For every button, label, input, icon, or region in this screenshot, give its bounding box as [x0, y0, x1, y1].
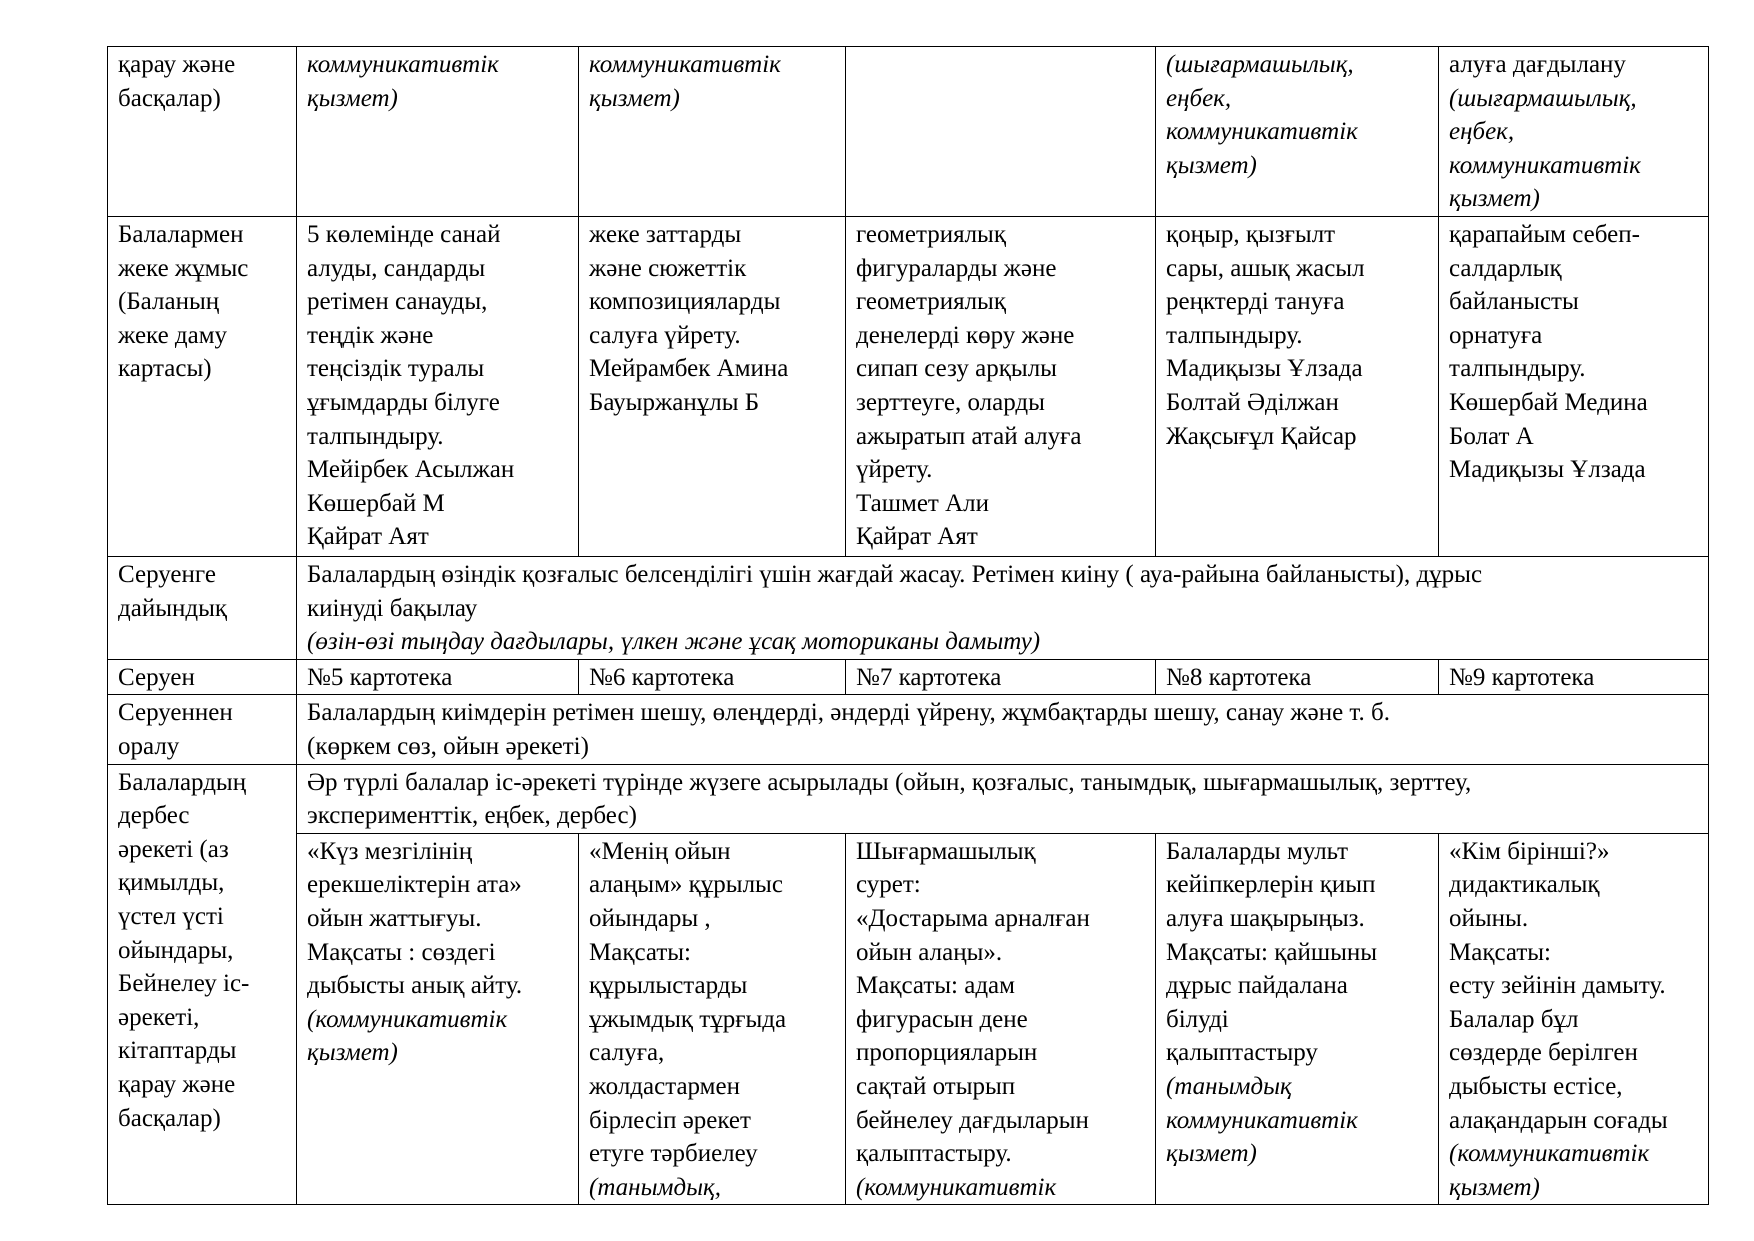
cell-text-line: Болат А: [1449, 422, 1534, 450]
cell-mon: [297, 47, 579, 217]
cell-text-line: бейнелеу дағдыларын: [856, 1106, 1089, 1134]
row-label-line: Балалардың: [118, 768, 247, 796]
cell-text-line: еңбек,: [1166, 84, 1232, 112]
cell-text-line: бірлесіп әрекет: [589, 1106, 751, 1134]
cell-text-line: дыбысты естісе,: [1449, 1072, 1623, 1100]
cell-text-line: (коммуникативтік: [307, 1005, 508, 1033]
cell-text-line: талпындыру.: [307, 422, 444, 450]
cell-text-line: етуге тәрбиелеу: [589, 1140, 758, 1168]
cell-text-line: (коммуникативтік: [1449, 1140, 1650, 1168]
row-label-line: үстел үсті: [118, 902, 224, 930]
merged-cell: [297, 695, 1709, 764]
cell-text-line: Мақсаты:: [1449, 938, 1551, 966]
cell-text-line: теңсіздік туралы: [307, 355, 485, 383]
merged-cell: [297, 557, 1709, 660]
cell-thu: [1156, 217, 1439, 557]
cell-text-line: алуға дағдылану: [1449, 51, 1626, 78]
row-label-cell: [108, 47, 297, 217]
cell-text-line: Мақсаты:: [589, 938, 691, 966]
cell-text-line: білуді: [1166, 1005, 1229, 1033]
cell-text-line: қызмет): [1449, 1173, 1540, 1201]
cell-mon: [297, 659, 579, 695]
merged-cell: [297, 764, 1709, 833]
cell-text-line: №7 картотека: [856, 663, 1002, 691]
cell-text-line: «Күз мезгілінің: [307, 837, 473, 865]
cell-text-line: киінуді бақылау: [307, 594, 478, 622]
cell-text-line: сипап сезу арқылы: [856, 355, 1057, 383]
row-label-line: картасы): [118, 355, 212, 383]
table-row: [108, 217, 1709, 557]
cell-tue: [579, 47, 846, 217]
cell-text-line: ұжымдық тұрғыда: [589, 1005, 787, 1033]
row-label-line: ойындары,: [118, 936, 234, 964]
cell-text-line: сары, ашық жасыл: [1166, 254, 1365, 282]
cell-text-line: реңктерді тануға: [1166, 288, 1345, 316]
row-label-line: жеке даму: [118, 321, 228, 349]
cell-mon: [297, 833, 579, 1205]
cell-text-line: алуды, сандарды: [307, 254, 486, 282]
cell-text-line: (көркем сөз, ойын әрекеті): [307, 732, 589, 760]
cell-wed: [846, 47, 1156, 217]
cell-tue: [579, 833, 846, 1205]
cell-tue: [579, 659, 846, 695]
cell-text-line: (шығармашылық,: [1166, 51, 1354, 78]
cell-text-line: Мақсаты: адам: [856, 972, 1015, 1000]
cell-text-line: алақандарын соғады: [1449, 1106, 1668, 1134]
cell-text-line: Қайрат Аят: [856, 523, 978, 551]
row-label-line: дайындық: [118, 594, 228, 622]
row-label-line: қимылды,: [118, 869, 225, 897]
row-label-line: (Баланың: [118, 288, 220, 316]
cell-wed: [846, 833, 1156, 1205]
cell-text-line: (танымдық,: [589, 1173, 721, 1201]
cell-text-line: Шығармашылық: [856, 837, 1036, 865]
cell-fri: [1439, 47, 1709, 217]
cell-text-line: №9 картотека: [1449, 663, 1595, 691]
cell-text-line: ретімен санауды,: [307, 288, 488, 316]
cell-text-line: Балалар бұл: [1449, 1005, 1579, 1033]
cell-text-line: жеке заттарды: [589, 221, 742, 248]
cell-text-line: пропорцияларын: [856, 1039, 1038, 1067]
cell-text-line: коммуникативтік: [589, 51, 781, 78]
row-label-line: басқалар): [118, 84, 221, 112]
table-row: [108, 833, 1709, 1205]
cell-text-line: Әр түрлі балалар іс-әрекеті түрінде жүзеге асырылады (ойын, қозғалыс, танымдық, шығармашылық, зерттеу,: [307, 768, 1472, 796]
cell-text-line: және сюжеттік: [589, 254, 747, 282]
cell-text-line: (шығармашылық,: [1449, 84, 1637, 112]
cell-text-line: «Менің ойын: [589, 837, 731, 865]
cell-text-line: Балалардың өзіндік қозғалыс белсенділігі үшін жағдай жасау. Ретімен киіну ( ауа-райына байланысты), дұрыс: [307, 561, 1483, 588]
cell-text-line: денелерді көру және: [856, 321, 1075, 349]
cell-text-line: Балаларды мульт: [1166, 837, 1349, 865]
cell-text-line: талпындыру.: [1166, 321, 1303, 349]
cell-text-line: сақтай отырып: [856, 1072, 1016, 1100]
row-label-line: жеке жұмыс: [118, 254, 249, 282]
cell-text-line: Қайрат Аят: [307, 523, 429, 551]
row-label-line: Бейнелеу іс-: [118, 970, 250, 998]
cell-text-line: 5 көлемінде санай: [307, 221, 501, 248]
cell-text-line: жолдастармен: [589, 1072, 740, 1100]
cell-text-line: №5 картотека: [307, 663, 453, 691]
table-row: [108, 659, 1709, 695]
cell-text-line: зерттеуге, оларды: [856, 388, 1045, 416]
cell-text-line: қызмет): [589, 84, 680, 112]
cell-text-line: кейіпкерлерін қиып: [1166, 871, 1376, 899]
row-label-cell: [108, 764, 297, 1205]
cell-text-line: ұғымдарды білуге: [307, 388, 500, 416]
table-row: [108, 557, 1709, 660]
row-label-line: Серуен: [118, 663, 195, 691]
cell-text-line: «Достарыма арналған: [856, 904, 1090, 932]
cell-text-line: Жақсығұл Қайсар: [1166, 422, 1357, 450]
cell-text-line: ойын жаттығуы.: [307, 904, 482, 932]
cell-text-line: сурет:: [856, 871, 921, 899]
cell-text-line: Мадиқызы Ұлзада: [1449, 456, 1646, 484]
cell-text-line: құрылыстарды: [589, 972, 748, 1000]
row-label-cell: [108, 659, 297, 695]
cell-text-line: (өзін-өзі тыңдау дағдылары, үлкен және ұсақ моториканы дамыту): [307, 628, 1041, 656]
cell-text-line: Мейірбек Асылжан: [307, 456, 515, 484]
row-label-line: дербес: [118, 802, 190, 830]
cell-text-line: теңдік және: [307, 321, 434, 349]
cell-text-line: талпындыру.: [1449, 355, 1586, 383]
cell-text-line: №8 картотека: [1166, 663, 1312, 691]
cell-text-line: Мейрамбек Амина: [589, 355, 789, 383]
row-label-line: қарау және: [118, 1070, 236, 1098]
cell-text-line: №6 картотека: [589, 663, 735, 691]
cell-text-line: орнатуға: [1449, 321, 1543, 349]
cell-text-line: қалыптастыру.: [856, 1140, 1012, 1168]
cell-fri: [1439, 833, 1709, 1205]
row-label-line: әрекеті,: [118, 1003, 200, 1031]
cell-text-line: Мадиқызы Ұлзада: [1166, 355, 1363, 383]
cell-text-line: ойын алаңы».: [856, 938, 1003, 966]
cell-text-line: коммуникативтік: [1166, 118, 1358, 146]
cell-text-line: (коммуникативтік: [856, 1173, 1057, 1201]
cell-text-line: қызмет): [307, 1039, 398, 1067]
cell-text-line: «Кім бірінші?»: [1449, 837, 1610, 865]
schedule-table: [107, 46, 1709, 1205]
row-label-line: Серуеннен: [118, 699, 233, 727]
row-label-line: әрекеті (аз: [118, 835, 229, 863]
cell-text-line: үйрету.: [856, 456, 933, 484]
cell-text-line: есту зейінін дамыту.: [1449, 972, 1666, 1000]
cell-text-line: сөздерде берілген: [1449, 1039, 1638, 1067]
cell-text-line: қызмет): [1166, 1140, 1257, 1168]
cell-text-line: қызмет): [307, 84, 398, 112]
table-row: [108, 764, 1709, 833]
cell-mon: [297, 217, 579, 557]
row-label-line: кітаптарды: [118, 1037, 237, 1065]
row-label-line: Балалармен: [118, 221, 244, 248]
cell-text-line: коммуникативтік: [307, 51, 499, 78]
cell-text-line: геометриялық: [856, 288, 1006, 316]
cell-text-line: коммуникативтік: [1449, 151, 1641, 179]
cell-text-line: Көшербай Медина: [1449, 388, 1648, 416]
cell-text-line: қоңыр, қызғылт: [1166, 221, 1336, 248]
cell-thu: [1156, 833, 1439, 1205]
cell-text-line: фигураларды және: [856, 254, 1057, 282]
cell-text-line: коммуникативтік: [1166, 1106, 1358, 1134]
cell-tue: [579, 217, 846, 557]
document-page: [107, 46, 1708, 1205]
cell-text-line: салуға,: [589, 1039, 665, 1067]
cell-text-line: Ташмет Али: [856, 489, 989, 517]
cell-text-line: байланысты: [1449, 288, 1579, 316]
table-row: [108, 47, 1709, 217]
cell-text-line: эксперименттік, еңбек, дербес): [307, 802, 637, 830]
cell-text-line: ерекшеліктерін ата»: [307, 871, 522, 899]
cell-text-line: композицияларды: [589, 288, 781, 316]
cell-text-line: Көшербай М: [307, 489, 445, 517]
cell-text-line: дидактикалық: [1449, 871, 1600, 899]
cell-fri: [1439, 217, 1709, 557]
cell-text-line: қалыптастыру: [1166, 1039, 1318, 1067]
cell-thu: [1156, 47, 1439, 217]
cell-text-line: салуға үйрету.: [589, 321, 741, 349]
row-label-line: Серуенге: [118, 561, 216, 588]
cell-text-line: алаңым» құрылыс: [589, 871, 783, 899]
cell-text-line: ойындары ,: [589, 904, 711, 932]
cell-text-line: ойыны.: [1449, 904, 1529, 932]
cell-fri: [1439, 659, 1709, 695]
cell-wed: [846, 659, 1156, 695]
cell-text-line: дыбысты анық айту.: [307, 972, 523, 1000]
cell-text-line: қарапайым себеп-: [1449, 221, 1640, 248]
cell-text-line: дұрыс пайдалана: [1166, 972, 1348, 1000]
cell-text-line: қызмет): [1166, 151, 1257, 179]
cell-text-line: фигурасын дене: [856, 1005, 1028, 1033]
cell-text-line: геометриялық: [856, 221, 1006, 248]
cell-text-line: Балалардың киімдерін ретімен шешу, өлеңдерді, әндерді үйрену, жұмбақтарды шешу, санау және т. б.: [307, 699, 1390, 727]
row-label-cell: [108, 217, 297, 557]
cell-text-line: салдарлық: [1449, 254, 1562, 282]
table-row: [108, 695, 1709, 764]
cell-wed: [846, 217, 1156, 557]
row-label-line: қарау және: [118, 51, 236, 78]
cell-text-line: Мақсаты : сөздегі: [307, 938, 496, 966]
row-label-line: басқалар): [118, 1104, 221, 1132]
row-label-cell: [108, 557, 297, 660]
cell-thu: [1156, 659, 1439, 695]
cell-text-line: еңбек,: [1449, 118, 1515, 146]
cell-text-line: Мақсаты: қайшыны: [1166, 938, 1378, 966]
cell-text-line: ажыратып атай алуға: [856, 422, 1082, 450]
cell-text-line: (танымдық: [1166, 1072, 1292, 1100]
cell-text-line: алуға шақырыңыз.: [1166, 904, 1365, 932]
cell-text-line: Болтай Әділжан: [1166, 388, 1339, 416]
cell-text-line: Бауыржанұлы Б: [589, 388, 760, 416]
row-label-cell: [108, 695, 297, 764]
cell-text-line: қызмет): [1449, 185, 1540, 213]
row-label-line: оралу: [118, 732, 180, 760]
